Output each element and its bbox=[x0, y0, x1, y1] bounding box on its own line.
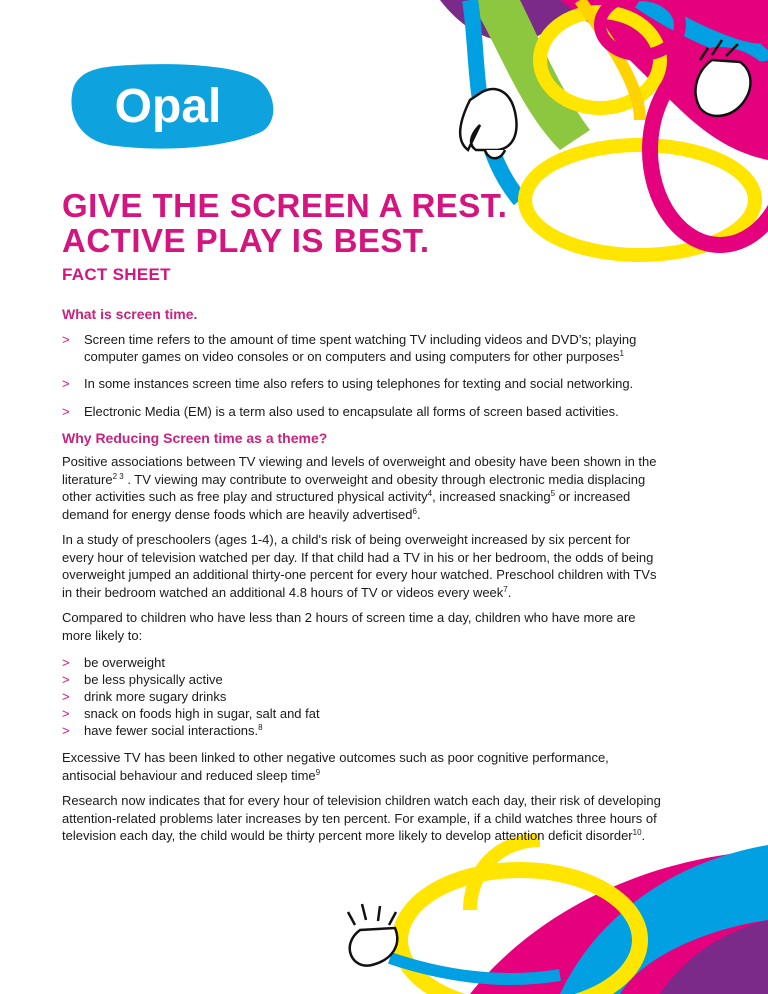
list-item: > snack on foods high in sugar, salt and fat bbox=[62, 706, 320, 721]
fact-sheet-subtitle: FACT SHEET bbox=[62, 265, 171, 284]
paragraph-associations: Positive associations between TV viewing and levels of overweight and obesity have been shown in the literature$^{2 3}$ . TV viewing may contribute to overweight and obesity through electronic media displacing other activities such as free play and structured physical activity$^4$, increased snacking$^5$ or increased demand for energy dense foods which are heavily advertised$^6$. bbox=[62, 454, 657, 522]
section-heading-what: What is screen time. bbox=[62, 306, 198, 322]
decorative-ribbons-bottom bbox=[348, 840, 768, 994]
bullet-marker-icon: > bbox=[62, 655, 70, 670]
list-item: > have fewer social interactions.$^8$ bbox=[62, 723, 263, 738]
paragraph-negative-outcomes: Excessive TV has been linked to other negative outcomes such as poor cognitive performance, antisocial behaviour and reduced sleep time$^9$ bbox=[62, 750, 609, 783]
section-heading-why: Why Reducing Screen time as a theme? bbox=[62, 430, 328, 446]
list-item: > be overweight bbox=[62, 655, 165, 670]
list-item: > In some instances screen time also refers to using telephones for texting and social networking. bbox=[62, 376, 634, 391]
list-item: > Electronic Media (EM) is a term also used to encapsulate all forms of screen based activities. bbox=[62, 404, 619, 419]
risk-bullet-list bbox=[62, 654, 662, 739]
paragraph-compared: Compared to children who have less than 2 hours of screen time a day, children who have more are more likely to: bbox=[62, 610, 636, 643]
bullet-marker-icon: > bbox=[62, 404, 70, 419]
headline-line-1: GIVE THE SCREEN A REST. bbox=[62, 187, 508, 224]
headline-line-2: ACTIVE PLAY IS BEST. bbox=[62, 222, 430, 259]
bullet-marker-icon: > bbox=[62, 689, 70, 704]
list-item: > drink more sugary drinks bbox=[62, 689, 227, 704]
opal-logo bbox=[56, 50, 280, 162]
logo-badge bbox=[56, 50, 280, 162]
list-item: > Screen time refers to the amount of time spent watching TV including videos and DVD’s; playing computer games on video consoles or on computers and using computers for other purposes$^1$ bbox=[62, 332, 637, 364]
bullet-marker-icon: > bbox=[62, 332, 70, 347]
paragraph-preschool-study: In a study of preschoolers (ages 1-4), a child's risk of being overweight increased by six percent for every hour of television watched per day. If that child had a TV in his or her bedroom, the odds of being overweight jumped an additional thirty-one percent for every hour watched. Preschool children with TVs in their bedroom watched an additional 4.8 hours of TV or videos every week$^7$. bbox=[62, 532, 657, 600]
list-item: > be less physically active bbox=[62, 672, 223, 687]
page-headline bbox=[62, 188, 507, 258]
bullet-marker-icon: > bbox=[62, 706, 70, 721]
bullet-marker-icon: > bbox=[62, 376, 70, 391]
paragraph-attention-research: Research now indicates that for every hour of television children watch each day, their risk of developing attention-related problems later increases by ten percent. For example, if a child watches three hours of television each day, the child would be thirty percent more likely to develop attention deficit disorder$^{10}$. bbox=[62, 793, 661, 843]
logo-text: Opal bbox=[114, 80, 222, 133]
what-bullet-list bbox=[62, 331, 662, 420]
bullet-marker-icon: > bbox=[62, 723, 70, 738]
glove-icon bbox=[460, 89, 516, 158]
bullet-marker-icon: > bbox=[62, 672, 70, 687]
